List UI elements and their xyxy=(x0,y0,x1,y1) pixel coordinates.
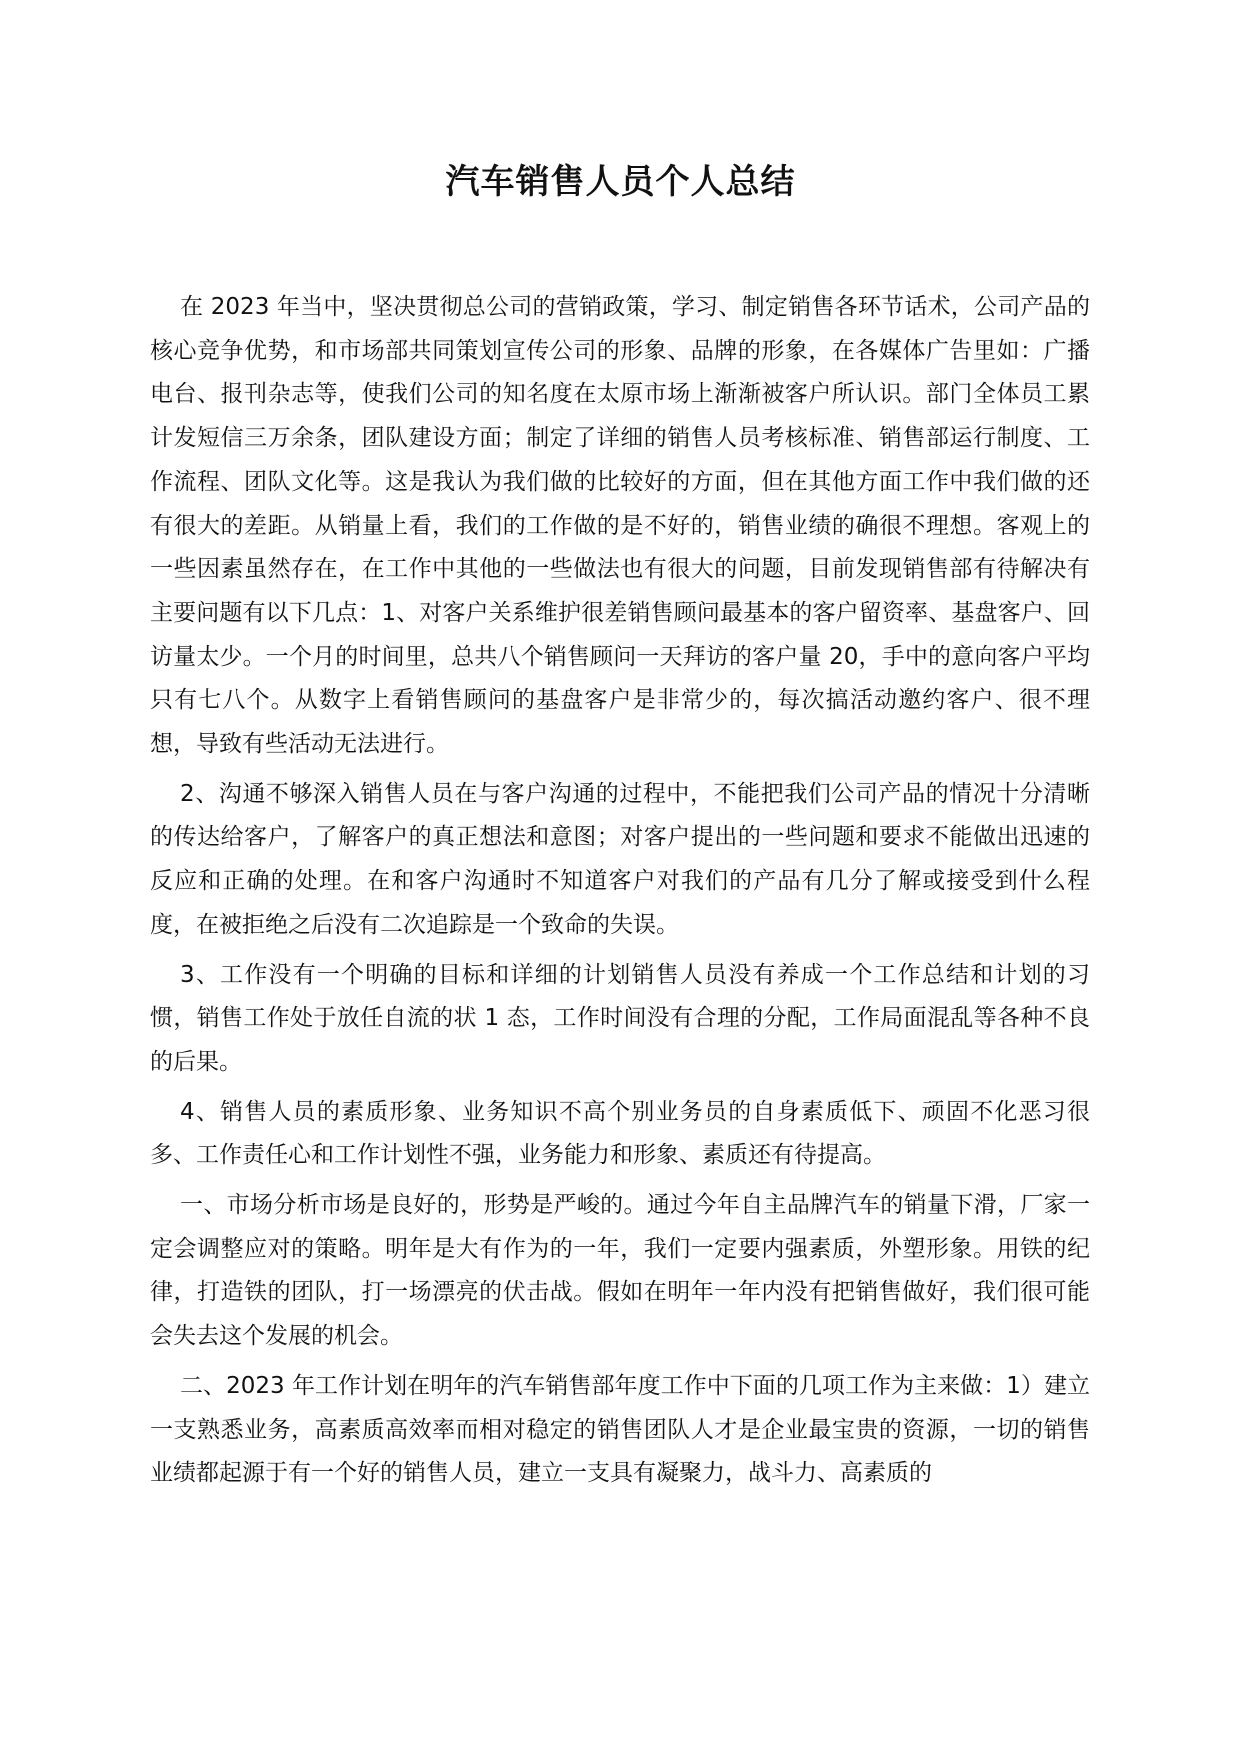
paragraph-communication: 2、沟通不够深入销售人员在与客户沟通的过程中，不能把我们公司产品的情况十分清晰的传达给客户，了解客户的真正想法和意图；对客户提出的一些问题和要求不能做出迅速的反应和正确的处理。在和客户沟通时不知道客户对我们的产品有几分了解或接受到什么程度，在被拒绝之后没有二次追踪是一个致命的失误。 xyxy=(150,780,1090,938)
paragraph-planning: 3、工作没有一个明确的目标和详细的计划销售人员没有养成一个工作总结和计划的习惯，销售工作处于放任自流的状 1 态，工作时间没有合理的分配，工作局面混乱等各种不良的后果。 xyxy=(150,961,1090,1075)
paragraph-quality: 4、销售人员的素质形象、业务知识不高个别业务员的自身素质低下、顽固不化恶习很多、工作责任心和工作计划性不强，业务能力和形象、素质还有待提高。 xyxy=(150,1098,1090,1169)
document-title: 汽车销售人员个人总结 xyxy=(445,162,796,202)
paragraph-work-plan: 二、2023 年工作计划在明年的汽车销售部年度工作中下面的几项工作为主来做：1）建立一支熟悉业务，高素质高效率而相对稳定的销售团队人才是企业最宝贵的资源，一切的销售业绩都起源于有一个好的销售人员，建立一支具有凝聚力，战斗力、高素质的 xyxy=(150,1372,1090,1487)
paragraph-market-analysis: 一、市场分析市场是良好的，形势是严峻的。通过今年自主品牌汽车的销量下滑，厂家一定会调整应对的策略。明年是大有作为的一年，我们一定要内强素质，外塑形象。用铁的纪律，打造铁的团队，打一场漂亮的伏击战。假如在明年一年内没有把销售做好，我们很可能会失去这个发展的机会。 xyxy=(150,1192,1090,1350)
document-body xyxy=(150,286,1090,1502)
paragraph-intro: 在 2023 年当中，坚决贯彻总公司的营销政策，学习、制定销售各环节话术，公司产品的核心竞争优势，和市场部共同策划宣传公司的形象、品牌的形象，在各媒体广告里如：广播电台、报刊杂志等，使我们公司的知名度在太原市场上渐渐被客户所认识。部门全体员工累计发短信三万余条，团队建设方面；制定了详细的销售人员考核标准、销售部运行制度、工作流程、团队文化等。这是我认为我们做的比较好的方面，但在其他方面工作中我们做的还有很大的差距。从销量上看，我们的工作做的是不好的，销售业绩的确很不理想。客观上的一些因素虽然存在，在工作中其他的一些做法也有很大的问题，目前发现销售部有待解决有主要问题有以下几点：1、对客户关系维护很差销售顾问最基本的客户留资率、基盘客户、回访量太少。一个月的时间里，总共八个销售顾问一天拜访的客户量 20，手中的意向客户平均只有七八个。从数字上看销售顾问的基盘客户是非常少的，每次搞活动邀约客户、很不理想，导致有些活动无法进行。 xyxy=(150,294,1090,758)
